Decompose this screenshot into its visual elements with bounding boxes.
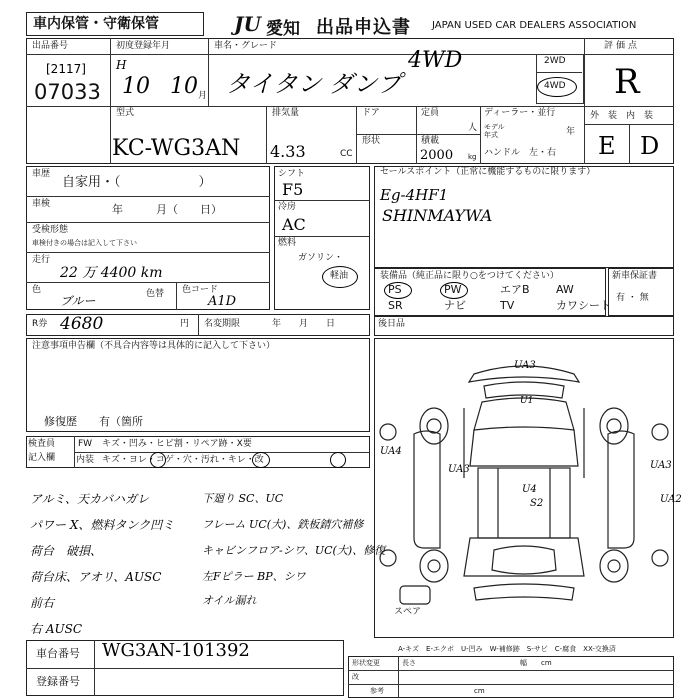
shape-label: 形状 (362, 136, 381, 146)
drive-4wd: 4WD (544, 81, 566, 91)
equipment-item: SR (388, 299, 403, 312)
displacement-value: 4.33 (270, 142, 306, 161)
ext-int-label: 外 装 内 装 (590, 111, 654, 121)
note-line-right: オイル漏れ (202, 594, 257, 607)
nen-unit: 年 (566, 127, 576, 137)
first-reg-era: H (116, 58, 127, 72)
form-title: 出品申込書 (316, 17, 411, 38)
model-value: KC-WG3AN (112, 136, 241, 161)
mileage-value: 22 万 4400 km (60, 265, 163, 281)
drive-4wd-circle (537, 77, 577, 97)
inspection-note: 車検付きの場合は記入して下さい (32, 239, 137, 247)
interior-label: 内装 (76, 455, 95, 465)
length-label: 長さ (402, 659, 416, 667)
note-line-right: フレーム UC(大)、鉄板錆穴補修 (202, 518, 364, 531)
rating-value: R (614, 62, 640, 102)
interior-grade: D (640, 132, 660, 160)
fw-label: FW (78, 439, 93, 449)
shaken-label: 車検 (32, 199, 51, 209)
equipment-label: 装備品（純正品に限り○をつけてください） (380, 271, 559, 281)
equipment-item: AW (556, 283, 574, 296)
fuel-diesel: 軽油 (330, 271, 349, 281)
lot-number: 07033 (34, 80, 101, 104)
storage-title-box (26, 12, 204, 36)
shift-value: F5 (282, 180, 304, 199)
first-reg-month: 10 (170, 74, 198, 99)
color-code-value: A1D (208, 294, 237, 309)
car-name: タイタン ダンプ (226, 70, 402, 98)
warranty-label: 新車保証書 (612, 271, 658, 281)
diesel-circle (322, 266, 358, 288)
diag-center-s2: S2 (530, 498, 544, 509)
reference-label: 参考 (370, 687, 384, 695)
notes-header: 注意事項申告欄（不具合内容等は具体的に記入して下さい） (32, 341, 276, 351)
maker-value: SHINMAYWA (382, 206, 493, 225)
rear-day-label: 後日品 (378, 319, 406, 329)
diag-center-u4: U4 (522, 484, 537, 495)
interior-items: キズ・ヨレ・コゲ・穴・汚れ・キレ・改 (102, 455, 264, 465)
color-value: ブルー (60, 294, 96, 308)
warranty-options: 有 ・ 無 (616, 293, 649, 303)
equipment-item: TV (500, 299, 515, 312)
note-line-right: 左Fピラー BP、シワ (202, 570, 306, 583)
history-label: 車歴 (32, 169, 51, 179)
note-line: 右 AUSC (30, 622, 82, 636)
mileage-label: 走行 (32, 255, 51, 265)
person-unit: 人 (468, 123, 478, 133)
aircon-label: 冷房 (278, 202, 297, 212)
car-name-label: 車名・グレード (214, 41, 278, 51)
history-value: 自家用・（ ） (62, 175, 212, 190)
note-line: 荷台床、アオリ、AUSC (30, 570, 162, 584)
inspection-label: 受検形態 (32, 225, 69, 235)
shape-change-label: 形状変更 (352, 659, 380, 667)
load-value: 2000 (420, 148, 454, 163)
equipment-item: PW (444, 283, 462, 296)
capacity-label: 定員 (421, 108, 440, 118)
color-code-label: 色コード (182, 285, 219, 295)
fw-items: キズ・凹み・ヒビ割・リペア跡・X要 (102, 439, 252, 449)
spare-label: スペア (394, 607, 422, 617)
lot-bracket: [2117] (46, 62, 86, 76)
rating-label: 評価点 (604, 41, 641, 51)
diag-left-label: UA4 (380, 446, 402, 457)
ju-logo: JU (234, 12, 261, 36)
cc-label: CC (340, 149, 353, 159)
shift-label: シフト (278, 169, 306, 179)
load-label: 積載 (421, 136, 440, 146)
equipment-item: カワシート (556, 299, 611, 312)
month-unit: 月 (198, 91, 208, 101)
entry-label: 記入欄 (28, 453, 56, 463)
repair-history: 修復歴 有（箇所 (44, 415, 143, 428)
yen-unit: 円 (180, 319, 190, 329)
chassis-value: WG3AN-101392 (102, 640, 250, 661)
exterior-grade: E (598, 132, 616, 160)
name-change-label: 名変期限 (204, 319, 241, 329)
year-label: 年式 (484, 131, 498, 139)
model-label: 型式 (116, 108, 135, 118)
model-year-label: モデル (484, 123, 505, 131)
interior-circle-1 (150, 452, 166, 468)
kg-unit: kg (468, 153, 477, 161)
sales-point-label: セールスポイント（正常に機能するものに限ります） (380, 167, 596, 177)
note-line: 荷台 破損、 (30, 544, 103, 558)
displacement-label: 排気量 (272, 108, 300, 118)
aichi-label: 愛知 (266, 19, 300, 39)
note-line-right: 下廻り SC、UC (202, 492, 284, 505)
note-line: 前右 (30, 596, 55, 610)
doors-label: ドア (362, 108, 380, 118)
rear-day-section (374, 316, 674, 336)
note-line: アルミ、天カバハガレ (30, 492, 150, 506)
modified-label: 改 (352, 673, 359, 681)
rken-value: 4680 (60, 314, 104, 334)
dims-section (348, 656, 674, 698)
diag-right-lower: UA2 (660, 494, 682, 505)
diag-left-inner: UA3 (448, 464, 470, 475)
inspector-label: 検査員 (28, 439, 56, 449)
color-label: 色 (32, 285, 42, 295)
diag-top-u: U1 (520, 396, 534, 406)
association-name: JAPAN USED CAR DEALERS ASSOCIATION (432, 20, 637, 31)
storage-title: 車内保管・守衛保管 (33, 16, 159, 32)
first-reg-year: 10 (122, 74, 150, 99)
chassis-label: 車台番号 (36, 647, 80, 660)
interior-circle-3 (330, 452, 346, 468)
equipment-item: ナビ (444, 299, 466, 312)
fuel-options: ガソリン・ (298, 253, 344, 263)
name-change-value: 年 月 日 (272, 319, 336, 329)
equipment-circle (440, 282, 468, 299)
rken-label: R券 (32, 319, 48, 329)
color-change-label: 色替 (146, 289, 165, 299)
cm-unit: cm (474, 687, 485, 695)
damage-legend: A-キズ E-エクボ U-凹み W-補修跡 S-サビ C-腐食 XX-交換済 (398, 645, 616, 653)
dims-label: 幅 cm (520, 659, 552, 667)
note-line: パワー X、燃料タンク凹ミ (30, 518, 175, 532)
interior-circle-2 (252, 452, 270, 468)
drive-written: 4WD (408, 48, 463, 73)
equipment-circle (384, 282, 412, 299)
diag-front-label: UA3 (514, 360, 536, 371)
engine-value: Eg-4HF1 (380, 186, 449, 204)
diag-right-inner: UA3 (650, 460, 672, 471)
first-reg-label: 初度登録年月 (116, 41, 171, 51)
handle-label: ハンドル 左・右 (484, 148, 557, 158)
equipment-item: PS (388, 283, 402, 296)
dealer-label: ディーラー・並行 (484, 108, 556, 118)
aircon-value: AC (282, 215, 306, 234)
drive-2wd: 2WD (544, 56, 566, 66)
note-line-right: キャビンフロア-シワ、UC(大)、修復 (202, 544, 386, 557)
fuel-label: 燃料 (278, 238, 297, 248)
lot-no-label: 出品番号 (32, 41, 69, 51)
shaken-value: 年 月（ 日） (112, 203, 222, 216)
reg-label: 登録番号 (36, 675, 80, 688)
equipment-item: エアB (500, 283, 530, 296)
